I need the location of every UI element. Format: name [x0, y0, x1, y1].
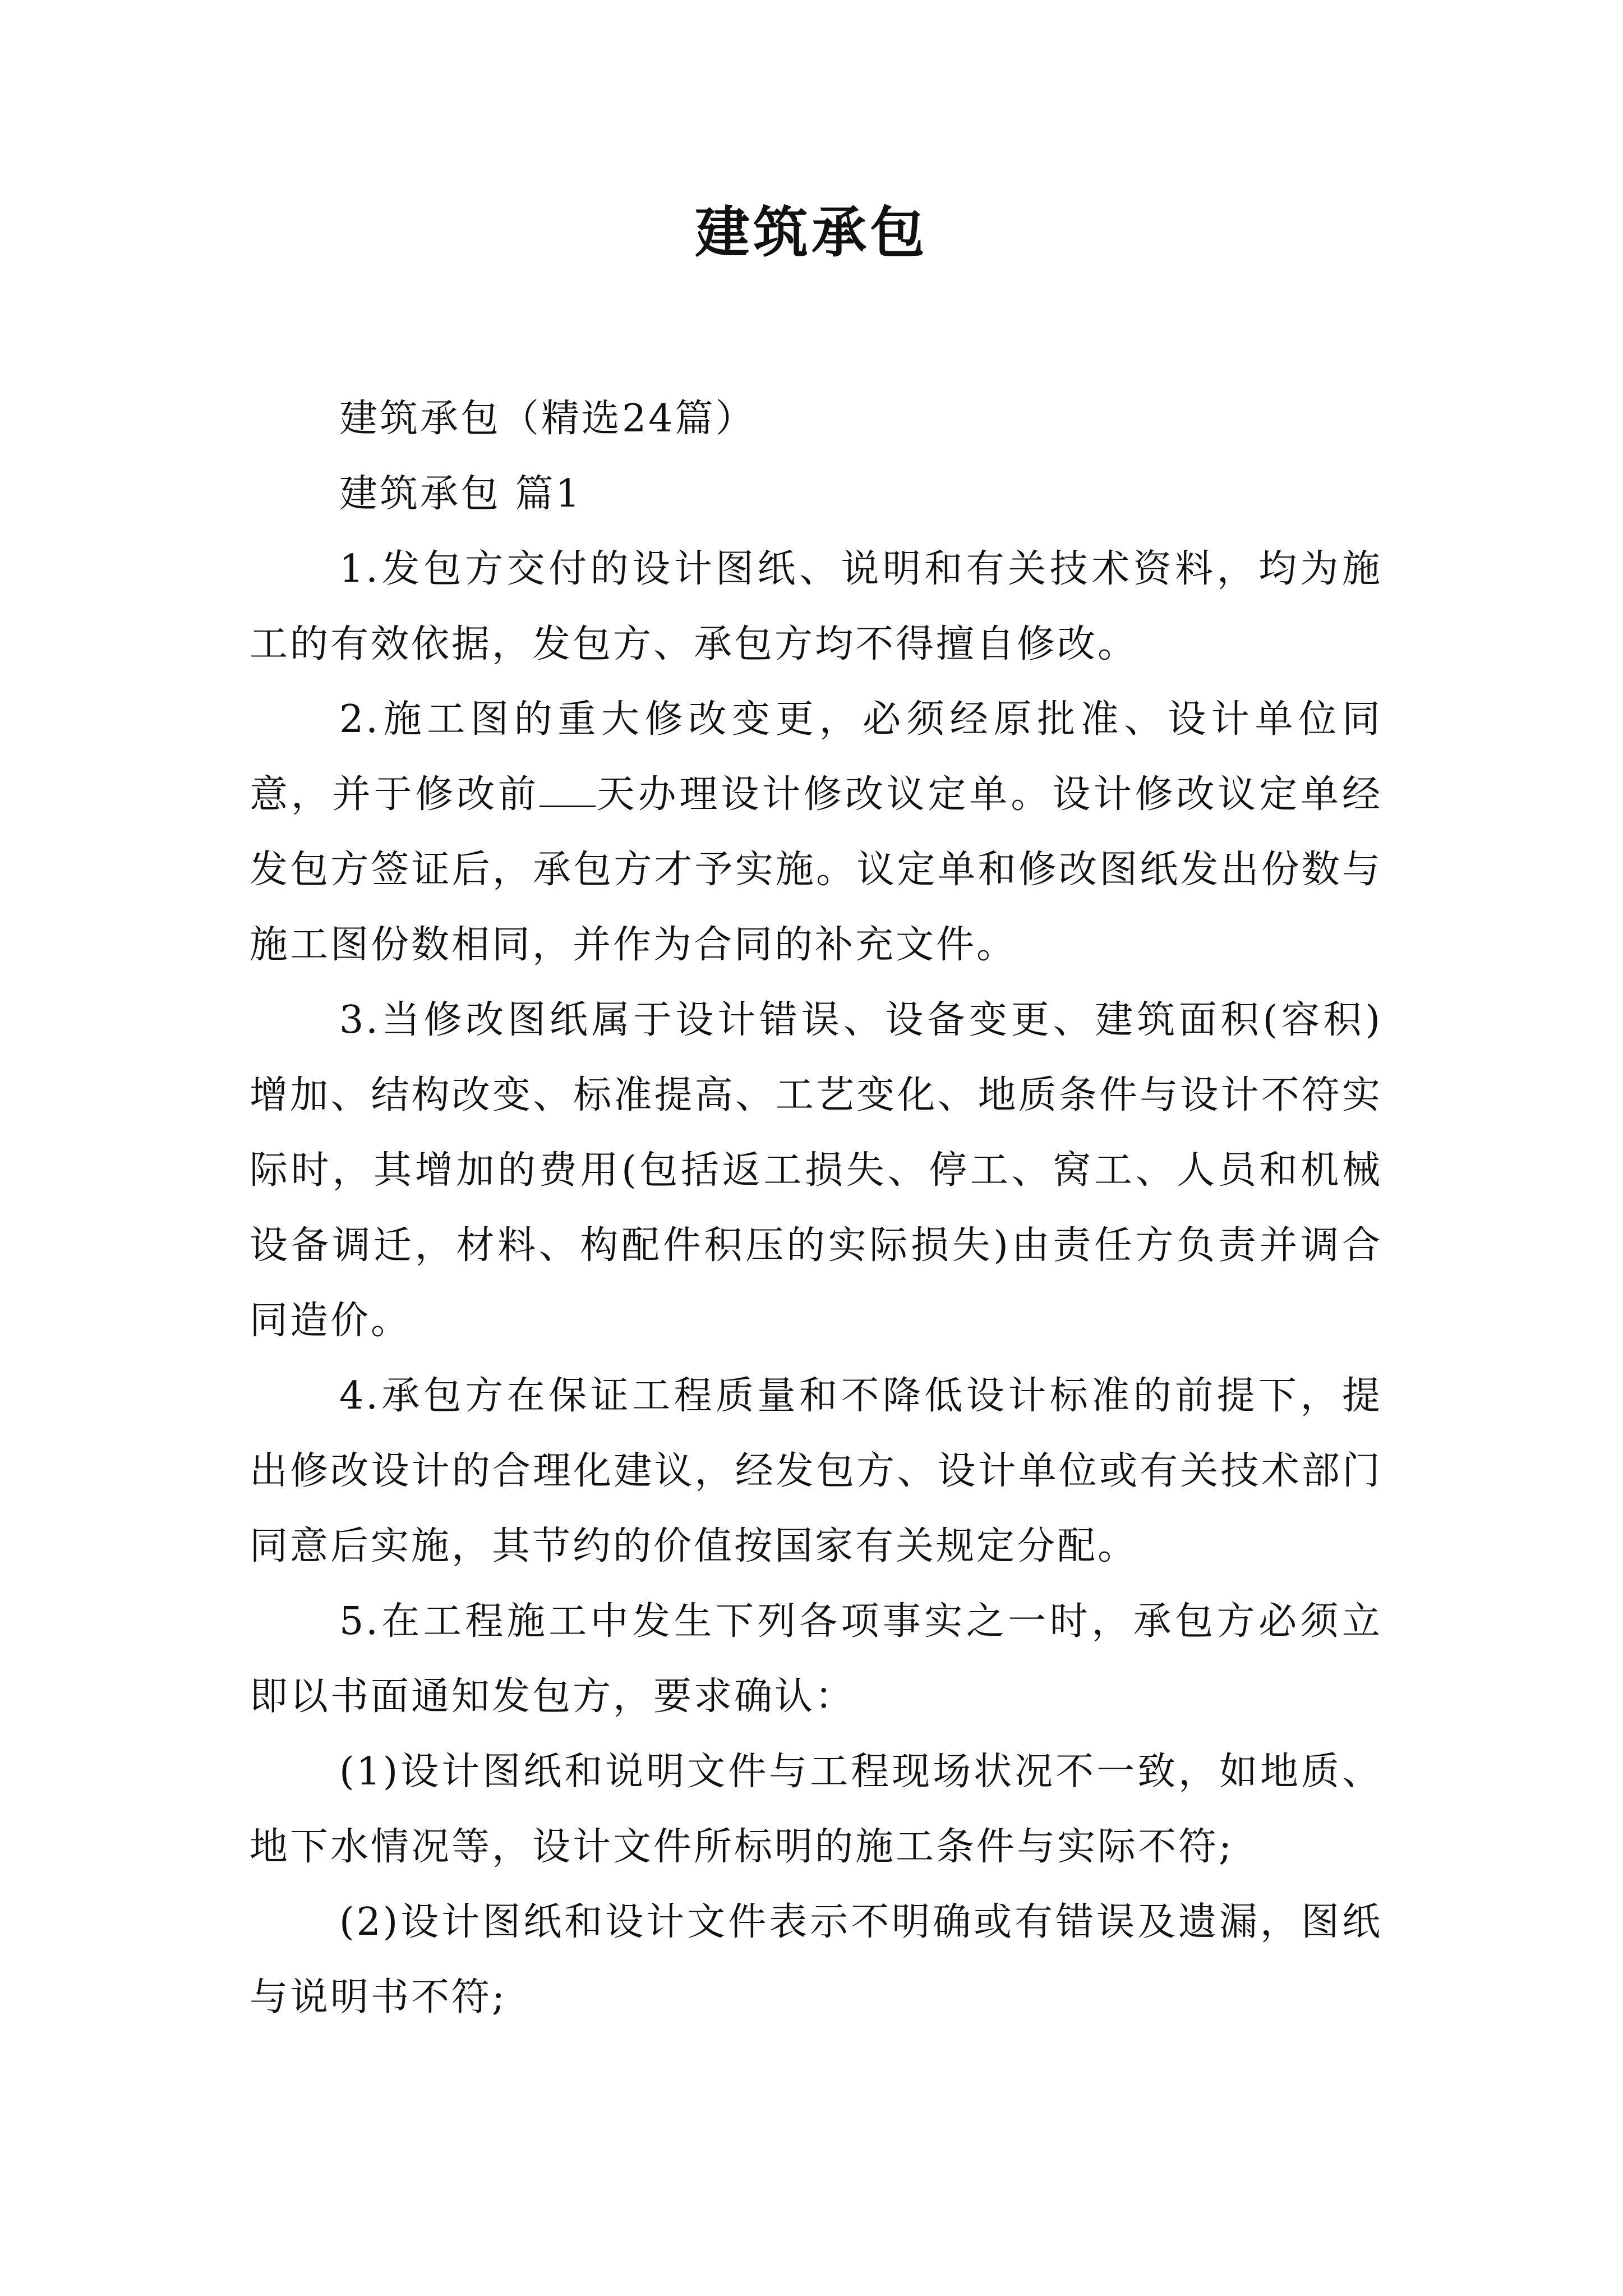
paragraph-5-item-1: (1)设计图纸和说明文件与工程现场状况不一致，如地质、地下水情况等，设计文件所标明的施工条件与实际不符;	[250, 1750, 1382, 1869]
paragraph-2	[250, 682, 1382, 983]
fill-in-blank	[540, 772, 596, 807]
paragraph-2-after: 天办理设计修改议定单。设计修改议定单经发包方签证后，承包方才予实施。议定单和修改图纸发出份数与施工图份数相同，并作为合同的补充文件。	[250, 772, 1382, 967]
paragraph-3: 3.当修改图纸属于设计错误、设备变更、建筑面积(容积)增加、结构改变、标准提高、工艺变化、地质条件与设计不符实际时，其增加的费用(包括返工损失、停工、窝工、人员和机械设备调迁，材料、构配件积压的实际损失)由责任方负责并调合同造价。	[250, 998, 1383, 1343]
paragraph-2-before: 2.施工图的重大修改变更，必须经原批准、设计单位同意，并于修改前	[250, 697, 1382, 817]
document-subtitle: 建筑承包（精选24篇）	[339, 397, 756, 441]
paragraph-5: 5.在工程施工中发生下列各项事实之一时，承包方必须立即以书面通知发包方，要求确认：	[250, 1599, 1382, 1719]
paragraph-4: 4.承包方在保证工程质量和不降低设计标准的前提下，提出修改设计的合理化建议，经发包方、设计单位或有关技术部门同意后实施，其节约的价值按国家有关规定分配。	[250, 1374, 1382, 1568]
section-heading: 建筑承包 篇1	[339, 472, 582, 516]
paragraph-5-item-2: (2)设计图纸和设计文件表示不明确或有错误及遗漏，图纸与说明书不符;	[250, 1900, 1382, 2019]
paragraph-1: 1.发包方交付的设计图纸、说明和有关技术资料，均为施工的有效依据，发包方、承包方均不得擅自修改。	[250, 547, 1382, 666]
document-body	[250, 381, 1382, 2035]
document-title: 建筑承包	[694, 200, 928, 265]
